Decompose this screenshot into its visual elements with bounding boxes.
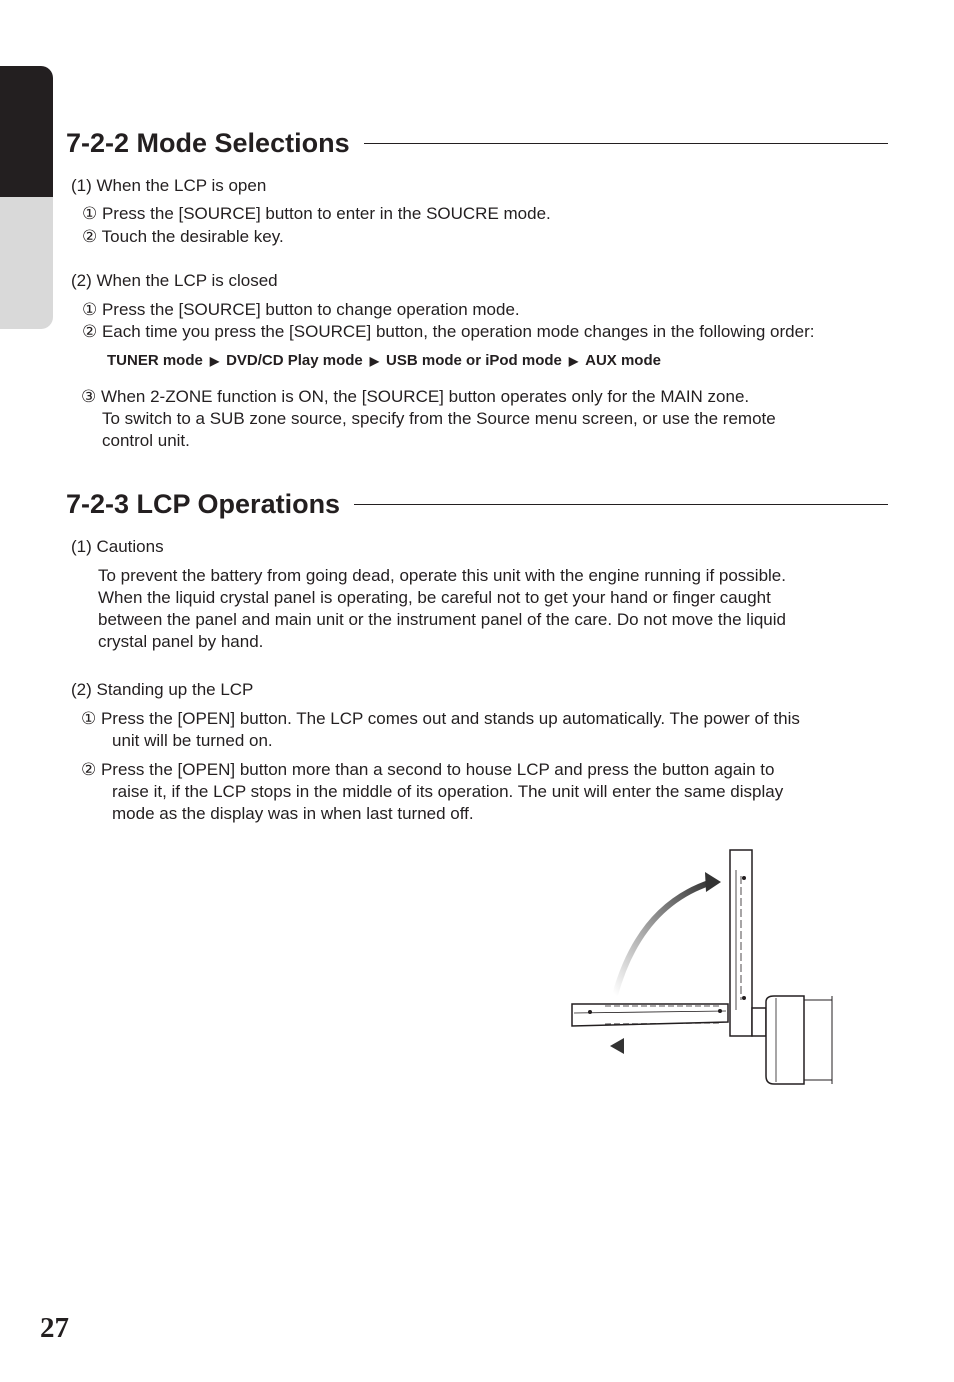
mode-order bbox=[107, 352, 661, 369]
subheading-lcp-open: (1) When the LCP is open bbox=[71, 176, 267, 195]
rise-arrowhead-icon bbox=[705, 872, 721, 892]
rise-arrow-icon bbox=[615, 882, 712, 995]
mode-tuner: TUNER mode bbox=[107, 352, 203, 369]
step-text: ① Press the [SOURCE] button to enter in the SOUCRE mode. bbox=[82, 204, 551, 223]
caution-text: To prevent the battery from going dead, operate this unit with the engine running if possible. bbox=[98, 566, 786, 585]
lcp-standing-illustration bbox=[560, 840, 840, 1090]
caution-text: crystal panel by hand. bbox=[98, 632, 264, 651]
subheading-cautions: (1) Cautions bbox=[71, 537, 164, 556]
heading-rule bbox=[364, 143, 888, 144]
section-heading-lcp-operations bbox=[66, 489, 888, 520]
step-text: unit will be turned on. bbox=[112, 731, 273, 750]
play-arrow-icon: ▶ bbox=[568, 354, 579, 368]
section-title: 7-2-3 LCP Operations bbox=[66, 489, 341, 519]
chapter-tab-dark bbox=[0, 66, 53, 197]
step-text: control unit. bbox=[102, 431, 190, 450]
caution-text: between the panel and main unit or the instrument panel of the care. Do not move the liquid bbox=[98, 610, 786, 629]
step-text: ② Press the [OPEN] button more than a second to house LCP and press the button again to bbox=[81, 760, 775, 779]
play-arrow-icon: ▶ bbox=[369, 354, 380, 368]
mode-aux: AUX mode bbox=[585, 352, 661, 369]
subheading-lcp-closed: (2) When the LCP is closed bbox=[71, 271, 278, 290]
chapter-tab-gray bbox=[0, 197, 53, 329]
mode-usb-ipod: USB mode or iPod mode bbox=[386, 352, 562, 369]
section-title: 7-2-2 Mode Selections bbox=[66, 128, 350, 158]
caution-text: When the liquid crystal panel is operating, be careful not to get your hand or finger caught bbox=[98, 588, 771, 607]
step-text: raise it, if the LCP stops in the middle of its operation. The unit will enter the same display bbox=[112, 782, 784, 801]
step-text: mode as the display was in when last turned off. bbox=[112, 804, 474, 823]
step-text: To switch to a SUB zone source, specify from the Source menu screen, or use the remote bbox=[102, 409, 776, 428]
mode-dvd-cd: DVD/CD Play mode bbox=[226, 352, 363, 369]
step-text: ② Touch the desirable key. bbox=[82, 227, 284, 246]
section-heading-mode-selections bbox=[66, 128, 888, 159]
step-text: ① Press the [SOURCE] button to change operation mode. bbox=[82, 300, 520, 319]
page-number: 27 bbox=[40, 1312, 69, 1344]
heading-rule bbox=[354, 504, 888, 505]
step-text: ① Press the [OPEN] button. The LCP comes out and stands up automatically. The power of this bbox=[81, 709, 800, 728]
step-text: ③ When 2-ZONE function is ON, the [SOURCE] button operates only for the MAIN zone. bbox=[81, 387, 750, 406]
step-text: ② Each time you press the [SOURCE] button, the operation mode changes in the following order: bbox=[82, 322, 815, 341]
subheading-standing-up: (2) Standing up the LCP bbox=[71, 680, 254, 699]
play-arrow-icon: ▶ bbox=[209, 354, 220, 368]
